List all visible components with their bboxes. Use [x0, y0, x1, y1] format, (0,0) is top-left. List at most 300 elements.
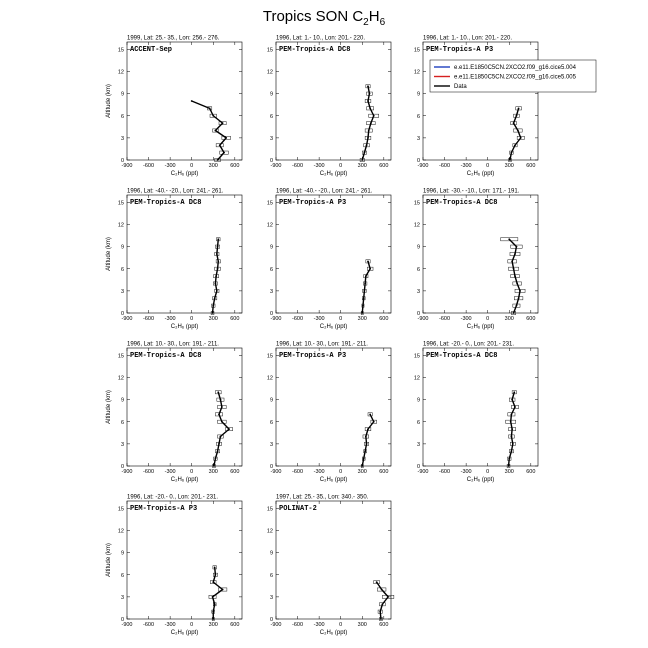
data-point [514, 275, 516, 277]
data-point [511, 428, 513, 430]
y-tick-label: 3 [269, 441, 273, 448]
data-point [367, 428, 369, 430]
data-point [218, 443, 220, 445]
data-point [518, 107, 520, 109]
data-point [376, 581, 378, 583]
data-point [213, 465, 215, 467]
data-point [519, 290, 521, 292]
x-tick-label: -900 [121, 469, 133, 475]
data-point [222, 122, 224, 124]
data-series-line [362, 86, 374, 160]
chart-panel-8 [267, 342, 391, 484]
chart-panel-1 [106, 36, 242, 178]
data-point [513, 268, 515, 270]
x-axis-label: C₂H₆ (ppt) [170, 324, 199, 330]
y-tick-label: 0 [416, 311, 420, 317]
x-tick-label: 0 [486, 469, 490, 475]
y-tick-label: 15 [117, 353, 124, 360]
panel-header: 1996, Lat: 10.- 30., Lon: 191.- 211. [276, 341, 368, 348]
data-point [513, 312, 515, 314]
y-tick-label: 15 [117, 200, 124, 207]
x-tick-label: -300 [313, 622, 325, 628]
x-tick-label: -600 [439, 163, 451, 169]
x-axis-label: C₂H₆ (ppt) [319, 324, 348, 330]
data-point [364, 283, 366, 285]
chart-panel-11 [267, 495, 394, 637]
y-tick-label: 12 [413, 222, 420, 229]
y-tick-label: 9 [269, 91, 273, 98]
x-tick-label: -600 [292, 163, 304, 169]
data-point [520, 137, 522, 139]
data-point [367, 100, 369, 102]
data-point [368, 130, 370, 132]
y-tick-label: 6 [269, 572, 273, 579]
data-point [209, 107, 211, 109]
data-point [363, 458, 365, 460]
x-tick-label: -600 [143, 163, 155, 169]
y-tick-label: 15 [117, 47, 124, 54]
y-tick-label: 12 [117, 69, 124, 76]
y-tick-label: 12 [413, 69, 420, 76]
chart-panel-6 [414, 189, 538, 331]
x-axis-label: C₂H₆ (ppt) [466, 171, 495, 177]
y-tick-label: 15 [266, 47, 273, 54]
data-point [511, 152, 513, 154]
legend-entry: e.e11.E1850C5CN.2XCO2.f09_g16.cice5.005 [454, 74, 576, 81]
data-point [217, 450, 219, 452]
data-point [364, 290, 366, 292]
y-tick-label: 0 [120, 158, 124, 164]
data-point [369, 107, 371, 109]
data-point [511, 450, 513, 452]
data-point [513, 391, 515, 393]
x-tick-label: 300 [208, 316, 218, 322]
data-point [379, 611, 381, 613]
y-tick-label: 12 [266, 528, 273, 535]
y-axis-label: Altitude (km) [106, 543, 112, 577]
chart-panel-4 [106, 189, 242, 331]
x-tick-label: 300 [504, 163, 514, 169]
y-tick-label: 6 [416, 419, 420, 426]
chart-panel-7 [106, 342, 242, 484]
data-series-line [377, 582, 389, 619]
y-tick-label: 9 [416, 91, 420, 98]
x-axis-label: C₂H₆ (ppt) [466, 477, 495, 483]
x-tick-label: 300 [208, 163, 218, 169]
plot-frame [127, 195, 242, 313]
x-tick-label: -600 [143, 469, 155, 475]
dataset-label: PEM-Tropics-A P3 [130, 505, 198, 513]
y-tick-label: 3 [416, 135, 420, 142]
panel-header: 1997, Lat: 25.- 35., Lon: 340.- 350. [276, 494, 369, 501]
data-point [216, 253, 218, 255]
y-tick-label: 9 [269, 550, 273, 557]
chart-panel-2 [267, 36, 391, 178]
data-point [217, 391, 219, 393]
data-point [516, 305, 518, 307]
y-tick-label: 12 [117, 528, 124, 535]
y-tick-label: 15 [266, 506, 273, 513]
y-tick-label: 0 [120, 464, 124, 470]
data-point [370, 122, 372, 124]
data-point [365, 275, 367, 277]
x-axis-label: C₂H₆ (ppt) [319, 630, 348, 636]
title-mid: H [368, 8, 380, 25]
x-tick-label: -300 [313, 163, 325, 169]
data-point [365, 436, 367, 438]
panel-header: 1996, Lat: -40.- -20., Lon: 241.- 261. [127, 188, 224, 195]
data-point [215, 275, 217, 277]
x-tick-label: 600 [379, 316, 389, 322]
data-point [508, 238, 510, 240]
data-point [215, 130, 217, 132]
chart-panel-3 [414, 36, 538, 178]
x-tick-label: 0 [486, 316, 490, 322]
x-tick-label: -900 [121, 622, 133, 628]
data-point [510, 421, 512, 423]
data-point [369, 413, 371, 415]
dataset-label: PEM-Tropics-A P3 [279, 199, 347, 207]
data-point [212, 611, 214, 613]
x-tick-label: 600 [526, 316, 536, 322]
y-tick-label: 0 [416, 158, 420, 164]
dataset-label: PEM-Tropics-A DC8 [279, 46, 351, 54]
y-tick-label: 6 [120, 266, 124, 273]
chart-panel-5 [267, 189, 391, 331]
x-tick-label: 600 [230, 316, 240, 322]
y-tick-label: 9 [120, 244, 124, 251]
dataset-label: PEM-Tropics-A DC8 [426, 199, 498, 207]
data-point [364, 450, 366, 452]
y-tick-label: 3 [416, 441, 420, 448]
plot-frame [127, 501, 242, 619]
y-tick-label: 9 [416, 397, 420, 404]
dataset-label: ACCENT-Sep [130, 46, 173, 54]
data-point [514, 406, 516, 408]
x-tick-label: -300 [313, 469, 325, 475]
y-tick-label: 9 [269, 397, 273, 404]
data-point [214, 566, 216, 568]
y-tick-label: 6 [416, 266, 420, 273]
x-tick-label: 600 [379, 163, 389, 169]
y-tick-label: 0 [120, 311, 124, 317]
y-tick-label: 6 [120, 572, 124, 579]
data-point [512, 443, 514, 445]
x-tick-label: 300 [357, 622, 367, 628]
x-tick-label: -900 [417, 316, 429, 322]
data-point [517, 130, 519, 132]
y-tick-label: 0 [269, 617, 273, 623]
x-tick-label: -900 [417, 469, 429, 475]
plot-frame [276, 195, 391, 313]
data-point [223, 152, 225, 154]
data-point [212, 596, 214, 598]
data-point [217, 238, 219, 240]
data-point [215, 574, 217, 576]
x-tick-label: 300 [357, 316, 367, 322]
x-axis-label: C₂H₆ (ppt) [319, 171, 348, 177]
plot-frame [276, 348, 391, 466]
x-tick-label: 0 [486, 163, 490, 169]
y-tick-label: 12 [117, 222, 124, 229]
data-point [214, 297, 216, 299]
dataset-label: PEM-Tropics-A DC8 [130, 199, 202, 207]
y-tick-label: 9 [269, 244, 273, 251]
x-tick-label: 0 [190, 622, 194, 628]
plot-frame [276, 42, 391, 160]
x-tick-label: -600 [292, 469, 304, 475]
data-point [369, 93, 371, 95]
data-point [212, 312, 214, 314]
x-tick-label: -300 [164, 316, 176, 322]
x-tick-label: -900 [270, 163, 282, 169]
data-point [373, 115, 375, 117]
x-tick-label: -900 [270, 469, 282, 475]
x-tick-label: 600 [230, 469, 240, 475]
data-point [513, 122, 515, 124]
data-point [217, 268, 219, 270]
x-tick-label: -300 [460, 316, 472, 322]
title-sub-2: 2 [363, 17, 369, 28]
y-tick-label: 15 [413, 200, 420, 207]
plot-frame [127, 42, 242, 160]
panel-header: 1996, Lat: -30.- -10., Lon: 171.- 191. [423, 188, 520, 195]
dataset-label: PEM-Tropics-A DC8 [130, 352, 202, 360]
y-tick-label: 6 [120, 419, 124, 426]
x-tick-label: 0 [190, 163, 194, 169]
x-tick-label: 600 [230, 163, 240, 169]
data-series-line [214, 392, 229, 466]
plot-frame [127, 348, 242, 466]
plot-frame [423, 348, 538, 466]
dataset-label: PEM-Tropics-A P3 [426, 46, 494, 54]
x-tick-label: 300 [504, 469, 514, 475]
x-tick-label: -900 [121, 163, 133, 169]
y-tick-label: 12 [413, 375, 420, 382]
panel-header: 1996, Lat: 1.- 10., Lon: 201.- 220. [423, 35, 513, 42]
data-point [220, 399, 222, 401]
data-point [367, 260, 369, 262]
y-tick-label: 15 [413, 47, 420, 54]
x-tick-label: -600 [439, 316, 451, 322]
data-point [216, 290, 218, 292]
y-tick-label: 12 [266, 222, 273, 229]
x-tick-label: -900 [121, 316, 133, 322]
dataset-label: PEM-Tropics-A P3 [279, 352, 347, 360]
data-point [366, 443, 368, 445]
data-point [215, 283, 217, 285]
x-axis-label: C₂H₆ (ppt) [170, 171, 199, 177]
y-tick-label: 9 [120, 91, 124, 98]
y-tick-label: 3 [269, 288, 273, 295]
data-point [364, 152, 366, 154]
y-tick-label: 6 [120, 113, 124, 120]
data-point [362, 305, 364, 307]
data-point [228, 428, 230, 430]
panel-header: 1996, Lat: 10.- 30., Lon: 191.- 211. [127, 341, 219, 348]
data-point [516, 283, 518, 285]
y-tick-label: 6 [269, 419, 273, 426]
y-tick-label: 0 [269, 158, 273, 164]
data-point [215, 458, 217, 460]
data-point [221, 406, 223, 408]
y-tick-label: 0 [120, 617, 124, 623]
x-tick-label: -600 [143, 622, 155, 628]
x-tick-label: 600 [526, 163, 536, 169]
x-tick-label: -300 [313, 316, 325, 322]
y-tick-label: 3 [120, 288, 124, 295]
data-point [369, 268, 371, 270]
x-tick-label: -900 [417, 163, 429, 169]
y-tick-label: 12 [117, 375, 124, 382]
data-point [191, 100, 193, 102]
y-axis-label: Altitude (km) [106, 390, 112, 424]
data-point [508, 458, 510, 460]
y-tick-label: 0 [416, 464, 420, 470]
data-point [222, 589, 224, 591]
panel-header: 1996, Lat: -20.- 0., Lon: 201.- 231. [127, 494, 219, 501]
x-tick-label: 0 [339, 316, 343, 322]
y-axis-label: Altitude (km) [106, 237, 112, 271]
y-tick-label: 15 [266, 200, 273, 207]
data-point [218, 413, 220, 415]
y-tick-label: 3 [269, 135, 273, 142]
x-tick-label: -300 [460, 469, 472, 475]
x-tick-label: 300 [208, 622, 218, 628]
x-axis-label: C₂H₆ (ppt) [170, 477, 199, 483]
y-tick-label: 12 [266, 375, 273, 382]
data-point [361, 312, 363, 314]
data-point [367, 85, 369, 87]
panel-header: 1996, Lat: -20.- 0., Lon: 201.- 231. [423, 341, 515, 348]
data-point [225, 137, 227, 139]
y-tick-label: 0 [269, 311, 273, 317]
y-tick-label: 0 [269, 464, 273, 470]
y-tick-label: 3 [120, 135, 124, 142]
x-tick-label: 0 [339, 622, 343, 628]
y-tick-label: 6 [416, 113, 420, 120]
data-point [217, 246, 219, 248]
legend [430, 60, 596, 92]
dataset-label: PEM-Tropics-A DC8 [426, 352, 498, 360]
chart-panel-9 [414, 342, 538, 484]
x-tick-label: 0 [339, 469, 343, 475]
x-tick-label: -600 [143, 316, 155, 322]
y-tick-label: 6 [269, 113, 273, 120]
x-tick-label: -900 [270, 622, 282, 628]
y-tick-label: 12 [266, 69, 273, 76]
data-point [367, 137, 369, 139]
data-point [509, 159, 511, 161]
x-tick-label: 300 [357, 469, 367, 475]
data-point [220, 436, 222, 438]
data-point [387, 596, 389, 598]
data-point [511, 399, 513, 401]
data-point [212, 581, 214, 583]
x-tick-label: -300 [460, 163, 472, 169]
data-point [361, 465, 363, 467]
legend-entry: e.e11.E1850C5CN.2XCO2.f09_g16.cice5.004 [454, 65, 576, 71]
panel-header: 1999, Lat: 25.- 35., Lon: 256.- 276. [127, 35, 220, 42]
x-tick-label: -300 [164, 469, 176, 475]
data-point [381, 603, 383, 605]
x-axis-label: C₂H₆ (ppt) [170, 630, 199, 636]
x-tick-label: -600 [292, 622, 304, 628]
data-point [212, 305, 214, 307]
y-tick-label: 9 [120, 397, 124, 404]
y-tick-label: 15 [117, 506, 124, 513]
x-tick-label: 300 [357, 163, 367, 169]
x-tick-label: 0 [339, 163, 343, 169]
x-tick-label: 600 [379, 622, 389, 628]
data-point [221, 421, 223, 423]
data-point [518, 297, 520, 299]
data-point [514, 144, 516, 146]
data-point [212, 618, 214, 620]
data-point [366, 144, 368, 146]
x-tick-label: 600 [230, 622, 240, 628]
data-point [214, 603, 216, 605]
data-point [217, 159, 219, 161]
data-point [363, 297, 365, 299]
data-point [217, 260, 219, 262]
title-main: Tropics SON C [262, 8, 364, 25]
data-point [381, 589, 383, 591]
x-axis-label: C₂H₆ (ppt) [319, 477, 348, 483]
x-axis-label: C₂H₆ (ppt) [466, 324, 495, 330]
data-point [511, 436, 513, 438]
y-tick-label: 3 [120, 594, 124, 601]
x-tick-label: -600 [292, 316, 304, 322]
x-tick-label: 300 [504, 316, 514, 322]
x-tick-label: 600 [379, 469, 389, 475]
y-tick-label: 15 [266, 353, 273, 360]
y-tick-label: 3 [120, 441, 124, 448]
x-tick-label: 600 [526, 469, 536, 475]
title-sub-6: 6 [379, 17, 386, 28]
data-point [361, 159, 363, 161]
y-tick-label: 6 [269, 266, 273, 273]
plot-frame [423, 42, 538, 160]
x-tick-label: 0 [190, 316, 194, 322]
x-tick-label: -900 [270, 316, 282, 322]
dataset-label: POLINAT-2 [279, 505, 317, 513]
panel-header: 1996, Lat: -40.- -20., Lon: 241.- 261. [276, 188, 373, 195]
plot-frame [276, 501, 391, 619]
data-point [516, 246, 518, 248]
panel-header: 1996, Lat: 1.- 10., Lon: 201.- 220. [276, 35, 366, 42]
data-point [511, 260, 513, 262]
data-point [508, 465, 510, 467]
y-tick-label: 9 [120, 550, 124, 557]
data-point [373, 421, 375, 423]
x-tick-label: 300 [208, 469, 218, 475]
x-tick-label: -300 [164, 163, 176, 169]
y-tick-label: 3 [416, 288, 420, 295]
data-point [219, 144, 221, 146]
x-tick-label: -600 [439, 469, 451, 475]
x-tick-label: -300 [164, 622, 176, 628]
plot-frame [423, 195, 538, 313]
y-tick-label: 3 [269, 594, 273, 601]
legend-entry: Data [454, 84, 467, 90]
data-point [516, 115, 518, 117]
chart-panel-10 [106, 495, 242, 637]
y-tick-label: 9 [416, 244, 420, 251]
data-point [212, 115, 214, 117]
x-tick-label: 0 [190, 469, 194, 475]
y-axis-label: Altitude (km) [106, 84, 112, 118]
